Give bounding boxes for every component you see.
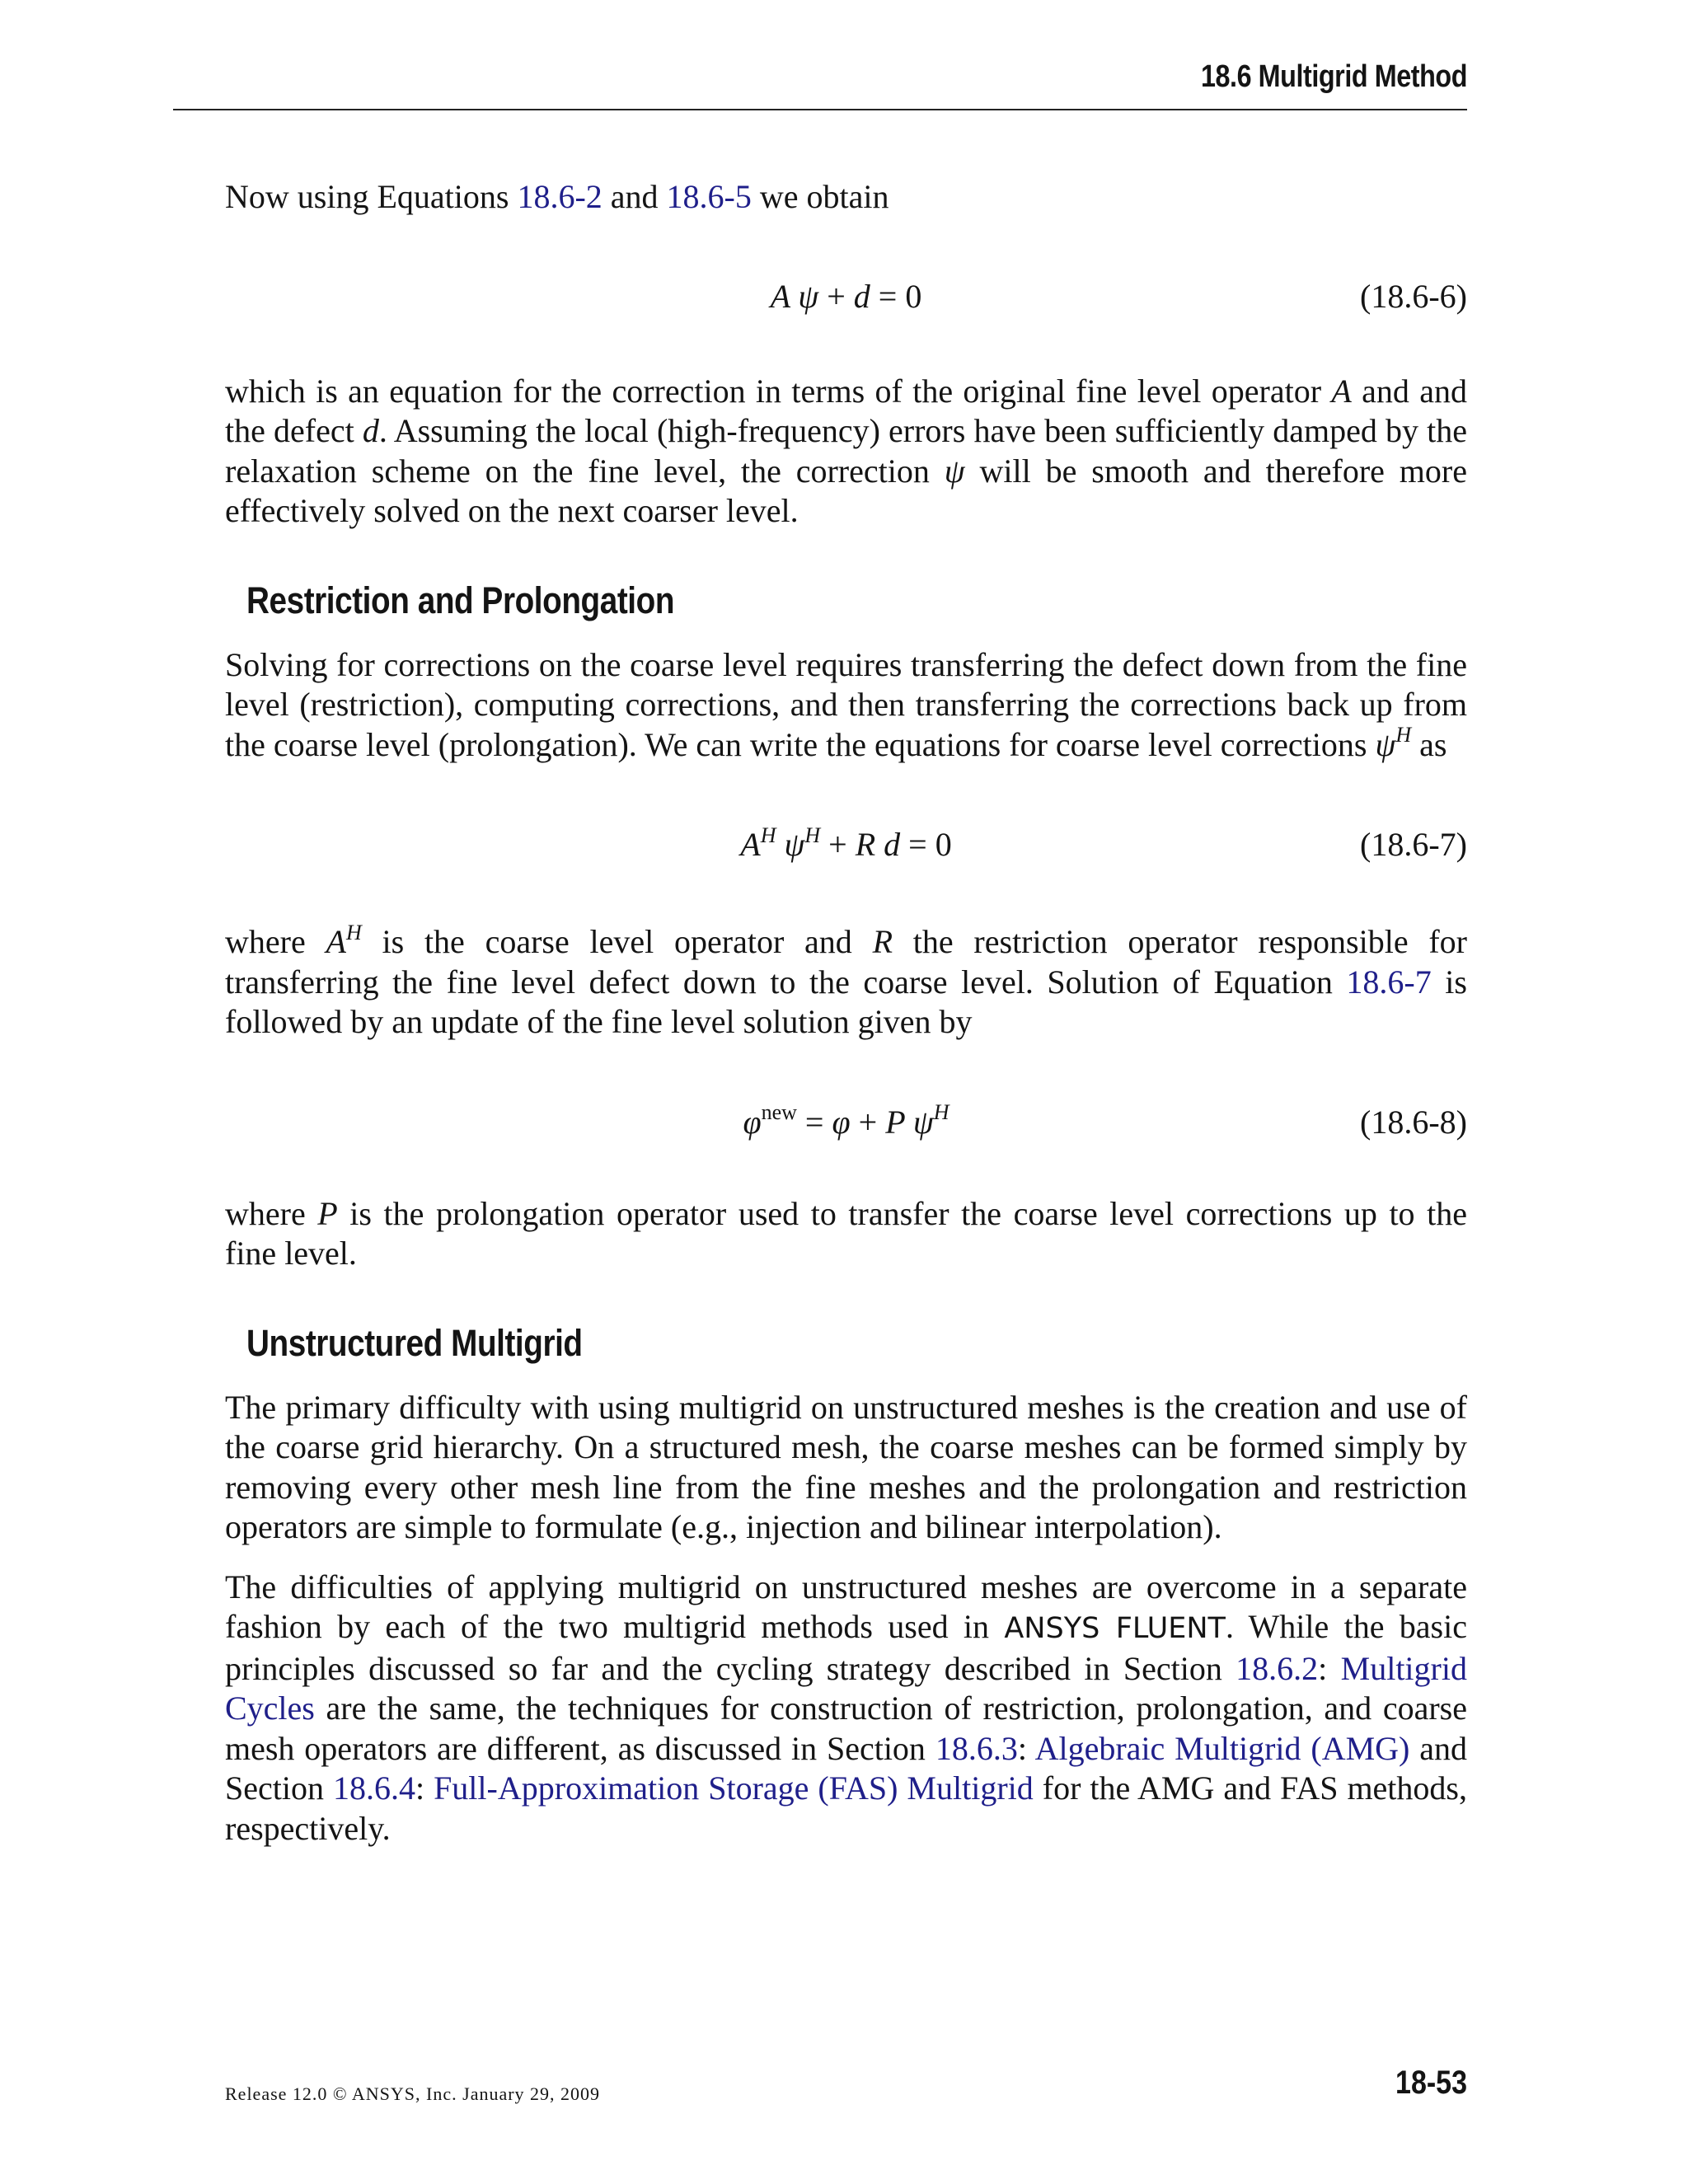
paragraph-correction: which is an equation for the correction in terms of the original fine level operator A and and the defect d. Assuming the local (high-frequency) errors have been sufficiently damped by the relaxation scheme on the fine level, the correction ψ will be smooth and therefore more effectively solved on the next coarser level. [225,372,1467,529]
section-link-18-6-3[interactable]: 18.6.3 [935,1729,1018,1767]
equation-link-18-6-7[interactable]: 18.6-7 [1346,963,1432,1001]
footer-page-number: 18-53 [1395,2064,1467,2101]
equation-18-6-7 [225,825,1467,865]
paragraph-intro: Now using Equations 18.6-2 and 18.6-5 we obtain [225,178,889,215]
section-link-multigrid-cycles[interactable]: Multigrid Cycles [225,1649,1467,1727]
equation-number: (18.6-6) [1360,277,1467,315]
footer-release-info: Release 12.0 © ANSYS, Inc. January 29, 2009 [225,2083,601,2104]
equation-formula: A ψ + d = 0 [770,277,922,315]
paragraph-prolongation: where P is the prolongation operator used to transfer the coarse level corrections up to the fine level. [225,1194,1468,1272]
equation-18-6-8 [225,1100,1467,1142]
paragraph-restriction: Solving for corrections on the coarse level requires transferring the defect down from the fine level (restriction), computing corrections, and then transferring the corrections back up from the coarse level (prolongation). We can write the equations for coarse level corrections $\psi^H$ as [225,645,1467,763]
equation-formula: $A^H$ $\psi^H + R$ d = 0 [740,823,952,863]
page-content [225,177,1467,1849]
equation-number: (18.6-7) [1360,826,1467,863]
equation-18-6-6 [225,277,1467,316]
section-link-18-6-4[interactable]: 18.6.4 [332,1769,415,1807]
section-heading-unstructured: Unstructured Multigrid [246,1321,583,1364]
paragraph-unstructured: The primary difficulty with using multigrid on unstructured meshes is the creation and use of the coarse grid hierarchy. On a structured mesh, the coarse meshes can be formed simply by removing every other mesh line from the fine meshes and the prolongation and restriction operators are simple to formulate (e.g., injection and bilinear interpolation). [225,1388,1467,1545]
section-link-fas-multigrid[interactable]: Full-Approximation Storage (FAS) Multigrid [434,1769,1034,1807]
equation-link-18-6-5[interactable]: 18.6-5 [666,178,752,215]
section-heading-restriction: Restriction and Prolongation [246,579,675,621]
paragraph-methods: The difficulties of applying multigrid on unstructured meshes are overcome in a separate fashion by each of the two multigrid methods used in ANSYS FLUENT. While the basic principles discussed so far and the cycling strategy described in Section 18.6.2: Multigrid Cycles are the same, the techniques for construction of restriction, prolongation, and coarse mesh operators are different, as discussed in Section 18.6.3: Algebraic Multigrid (AMG) and Section 18.6.4: Full-Approximation Storage (FAS) Multigrid for the AMG and FAS methods, respectively. [225,1568,1468,1847]
equation-link-18-6-2[interactable]: 18.6-2 [517,178,603,215]
section-link-algebraic-multigrid[interactable]: Algebraic Multigrid (AMG) [1034,1729,1410,1767]
header-rule [173,109,1467,110]
equation-formula: $\varphi^{new} = \varphi + P$ $\psi^H$ [743,1100,950,1141]
running-header-title: 18.6 Multigrid Method [1200,59,1467,94]
paragraph-coarse-operator: where $A^H$ is the coarse level operator and R the restriction operator responsible for transferring the fine level defect down to the coarse level. Solution of Equation 18.6-7 is followed by an update of the fine level solution given by [225,920,1468,1040]
product-name: ANSYS FLUENT [1004,1612,1226,1645]
section-link-18-6-2[interactable]: 18.6.2 [1236,1649,1319,1687]
equation-number: (18.6-8) [1360,1103,1467,1141]
